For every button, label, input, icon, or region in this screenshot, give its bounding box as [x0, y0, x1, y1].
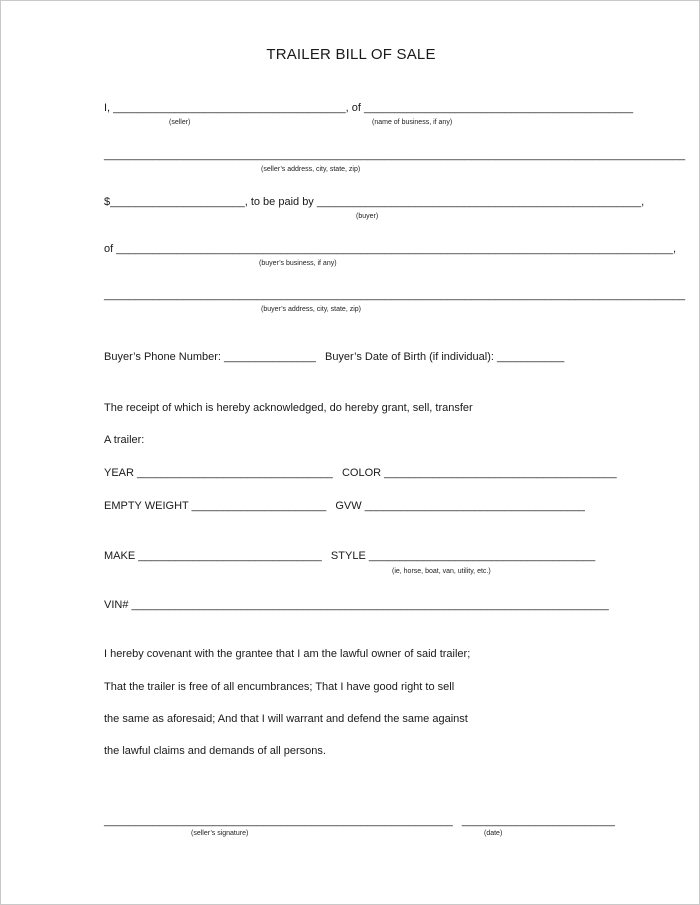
caption-buyer-address: (buyer’s address, city, state, zip)	[261, 306, 361, 313]
covenant-line-1: I hereby covenant with the grantee that I am the lawful owner of said trailer;	[104, 648, 471, 660]
year-color-line: YEAR ________________________________ COLOR ______________________________________	[104, 467, 617, 479]
buyer-address-line: _______________________________________________________________________________________________	[104, 289, 686, 301]
receipt-line: The receipt of which is hereby acknowledged, do hereby grant, sell, transfer	[104, 402, 473, 414]
make-style-line: MAKE ______________________________ STYLE _____________________________________	[104, 550, 596, 562]
caption-buyer-business: (buyer’s business, if any)	[259, 260, 337, 267]
covenant-line-2: That the trailer is free of all encumbrances; That I have good right to sell	[104, 681, 455, 693]
vin-line: VIN# ______________________________________________________________________________	[104, 599, 609, 611]
price-buyer-line: $______________________, to be paid by _____________________________________________________,	[104, 196, 645, 208]
signature-line: _________________________________________________________ _________________________	[104, 815, 615, 827]
covenant-line-3: the same as aforesaid; And that I will warrant and defend the same against	[104, 713, 468, 725]
caption-style-examples: (ie, horse, boat, van, utility, etc.)	[392, 568, 491, 575]
buyer-business-line: of ___________________________________________________________________________________________,	[104, 243, 676, 255]
caption-seller: (seller)	[169, 119, 191, 126]
seller-line: I, ______________________________________, of ____________________________________________	[104, 102, 634, 114]
caption-seller-address: (seller’s address, city, state, zip)	[261, 166, 361, 173]
covenant-line-4: the lawful claims and demands of all persons.	[104, 745, 326, 757]
seller-address-line: _______________________________________________________________________________________________	[104, 149, 686, 161]
caption-buyer: (buyer)	[356, 213, 379, 220]
caption-business: (name of business, if any)	[372, 119, 453, 126]
weight-gvw-line: EMPTY WEIGHT ______________________ GVW ____________________________________	[104, 500, 585, 512]
caption-date: (date)	[484, 830, 503, 837]
phone-dob-line: Buyer’s Phone Number: _______________ Buyer’s Date of Birth (if individual): ___________	[104, 351, 565, 363]
document-title: TRAILER BILL OF SALE	[266, 46, 436, 63]
trailer-line: A trailer:	[104, 434, 145, 446]
caption-seller-signature: (seller’s signature)	[191, 830, 249, 837]
